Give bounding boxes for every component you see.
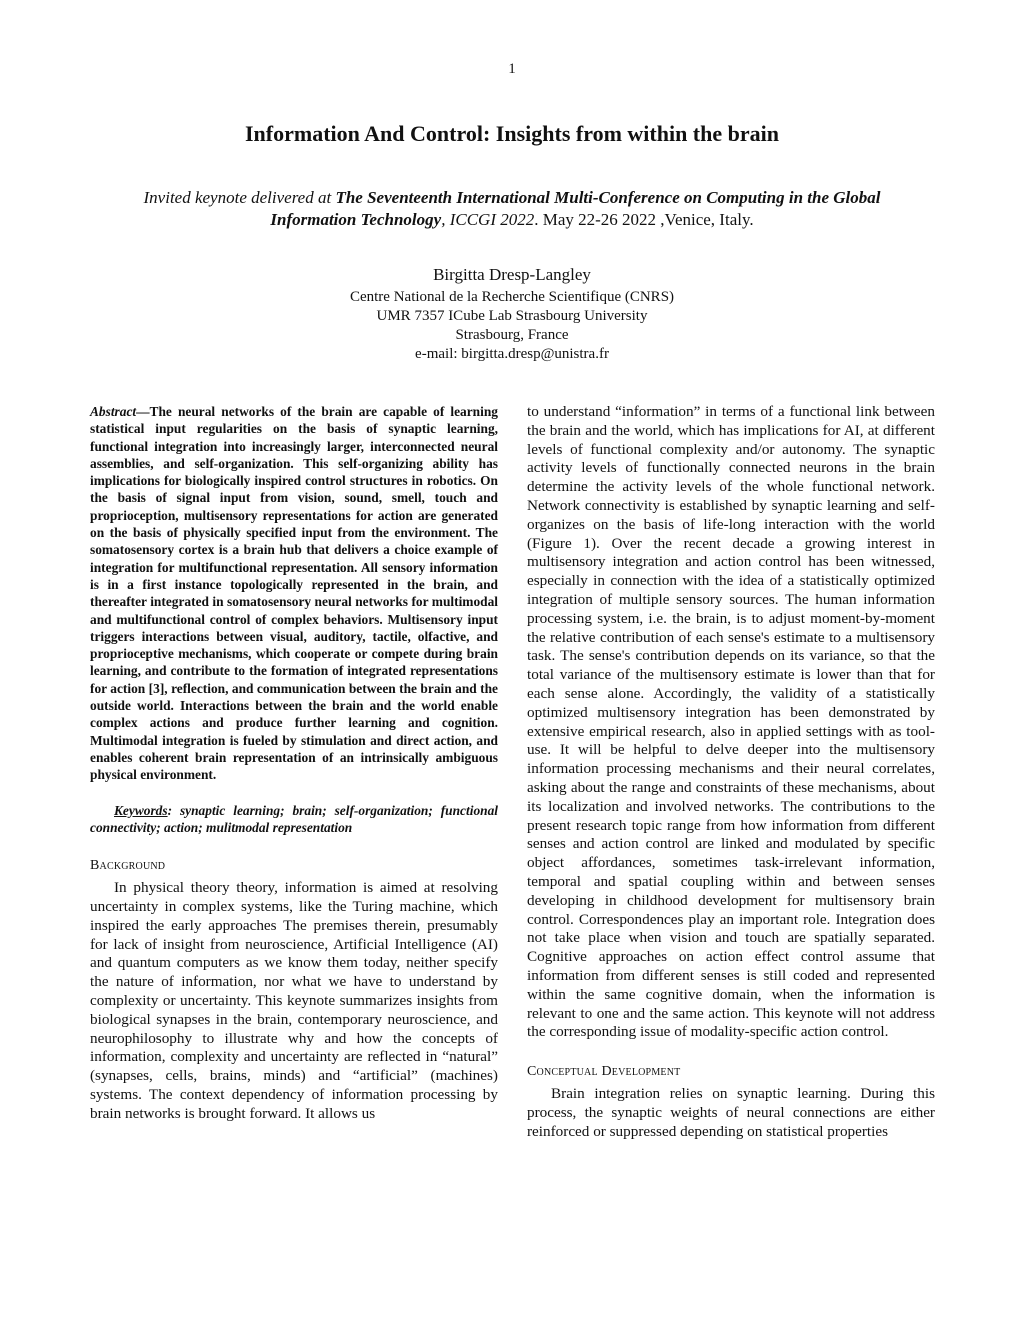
paper-title: Information And Control: Insights from within the brain	[245, 121, 779, 146]
background-paragraph: In physical theory theory, information is aimed at resolving uncertainty in complex systems, like the Turing machine, which inspired the early approaches The premises therein, presumably for lack of insight from neuroscience, Artificial Intelligence (AI) and quantum computers as we know them today, neither specify the nature of information, nor what we have to understand by complexity or uncertainty. This keynote summarizes insights from biological synapses in the brain, contemporary neuroscience, and neurophilosophy to illustrate why and how the concepts of information, complexity and uncertainty are reflected in “natural” (synapses, cells, brains, minds) and “artificial” (machines) systems. The context dependency of information processing by brain networks is brought forward. It allows us	[90, 879, 498, 1122]
author-block	[0, 264, 1024, 364]
keywords-colon: :	[167, 802, 173, 818]
author-name: Birgitta Dresp-Langley	[433, 265, 591, 284]
page-number: 1	[508, 61, 516, 77]
venue-prefix: Invited keynote delivered at	[143, 188, 336, 207]
venue-acronym: ICCGI 2022	[449, 210, 535, 229]
keywords-text: synaptic learning; brain; self-organization; functional connectivity; action; mulitmodal representation	[90, 802, 498, 835]
right-column	[527, 403, 935, 1141]
venue-sep: ,	[441, 210, 450, 229]
author-email: e-mail: birgitta.dresp@unistra.fr	[415, 346, 609, 362]
conceptual-paragraph: Brain integration relies on synaptic learning. During this process, the synaptic weights of neural connections are either reinforced or suppressed depending on statistical properties	[527, 1085, 935, 1140]
affiliation-line: UMR 7357 ICube Lab Strasbourg University	[376, 308, 648, 324]
section-heading-background: Background	[90, 858, 166, 874]
abstract-text: The neural networks of the brain are capable of learning statistical input regularities on the basis of synaptic learning, functional integration into increasingly larger, interconnected neural assemblies, and self-organization. This self-organizing ability has implications for biologically inspired control structures in robotics. On the basis of signal input from vision, sound, smell, touch and proprioception, multisensory representations for action are generated on the basis of physically specified input from the environment. The somatosensory cortex is a brain hub that delivers a choice example of integration for multifunctional representation. All sensory information is in a first instance topologically represented in the brain, and thereafter integrated in somatosensory neural networks for multimodal and multifunctional control of complex behaviors. Multisensory input triggers interactions between visual, auditory, tactile, olfactive, and proprioceptive mechanisms, which cooperate or compete during brain learning, and contribute to the formation of integrated representations for action [3], reflection, and communication between the brain and the outside world. Interactions between the brain and the world enable complex actions and produce further learning and cognition. Multimodal integration is fueled by stimulation and direct action, and enables coherent brain representation of an intrinsically ambiguous physical environment.	[90, 404, 498, 783]
section-heading-conceptual-development: Conceptual Development	[527, 1064, 681, 1080]
venue-conference: The Seventeenth International Multi-Conference on Computing in the Global Information Technology	[270, 188, 881, 229]
venue-line	[100, 187, 924, 231]
affiliation-line: Centre National de la Recherche Scientifique (CNRS)	[349, 289, 675, 305]
left-column	[90, 403, 498, 1123]
abstract	[90, 403, 498, 784]
abstract-dash: —	[136, 404, 150, 419]
keywords	[90, 802, 498, 837]
keywords-label: Keywords	[114, 802, 168, 818]
background-paragraph-continued: to understand “information” in terms of a functional link between the brain and the world, which has implications for AI, at different levels of functional complexity and/or autonomy. The synaptic activity levels of functionally connected neurons in the brain determine the activity levels of the whole functional network. Network connectivity is established by synaptic learning and self-organizes on the basis of life-long interaction with the world (Figure 1). Over the recent decade a growing interest in multisensory integration and action control has been witnessed, especially in connection with the idea of a statistically optimized integration of multiple sensory sources. The human information processing system, i.e. the brain, is to adjust moment-by-moment the relative contribution of each sense's estimate to a multisensory task. The sense's contribution depends on its variance, so that the total variance of the multisensory estimate is lower than that for each sense alone. Accordingly, the validity of a statistically optimized multisensory integration has been demonstrated by extensive empirical research, also in applied settings with as tool-use. It will be helpful to delve deeper into the multisensory information processing mechanisms and their neural correlates, asking about the range and constraints of these mechanisms, about its localization and involved networks. The contributions to the present research topic range from how information from different senses and action control are linked and modulated by specific object affordances, sometimes task-irrelevant information, temporal and spatial coupling within and between senses developing in childhood development for multisensory brain control. Correspondences play an important role. Integration does not take place when vision and touch are spatially separated. Cognitive approaches on action effect control assume that information from different senses is still coded and represented within the same cognitive domain, when the information is relevant to one and the same action. This keynote will not address the corresponding issue of modality-specific action control.	[527, 403, 935, 1041]
venue-date-location: . May 22-26 2022 ,Venice, Italy.	[534, 210, 754, 229]
affiliation-line: Strasbourg, France	[455, 327, 569, 343]
abstract-label: Abstract	[90, 404, 137, 419]
